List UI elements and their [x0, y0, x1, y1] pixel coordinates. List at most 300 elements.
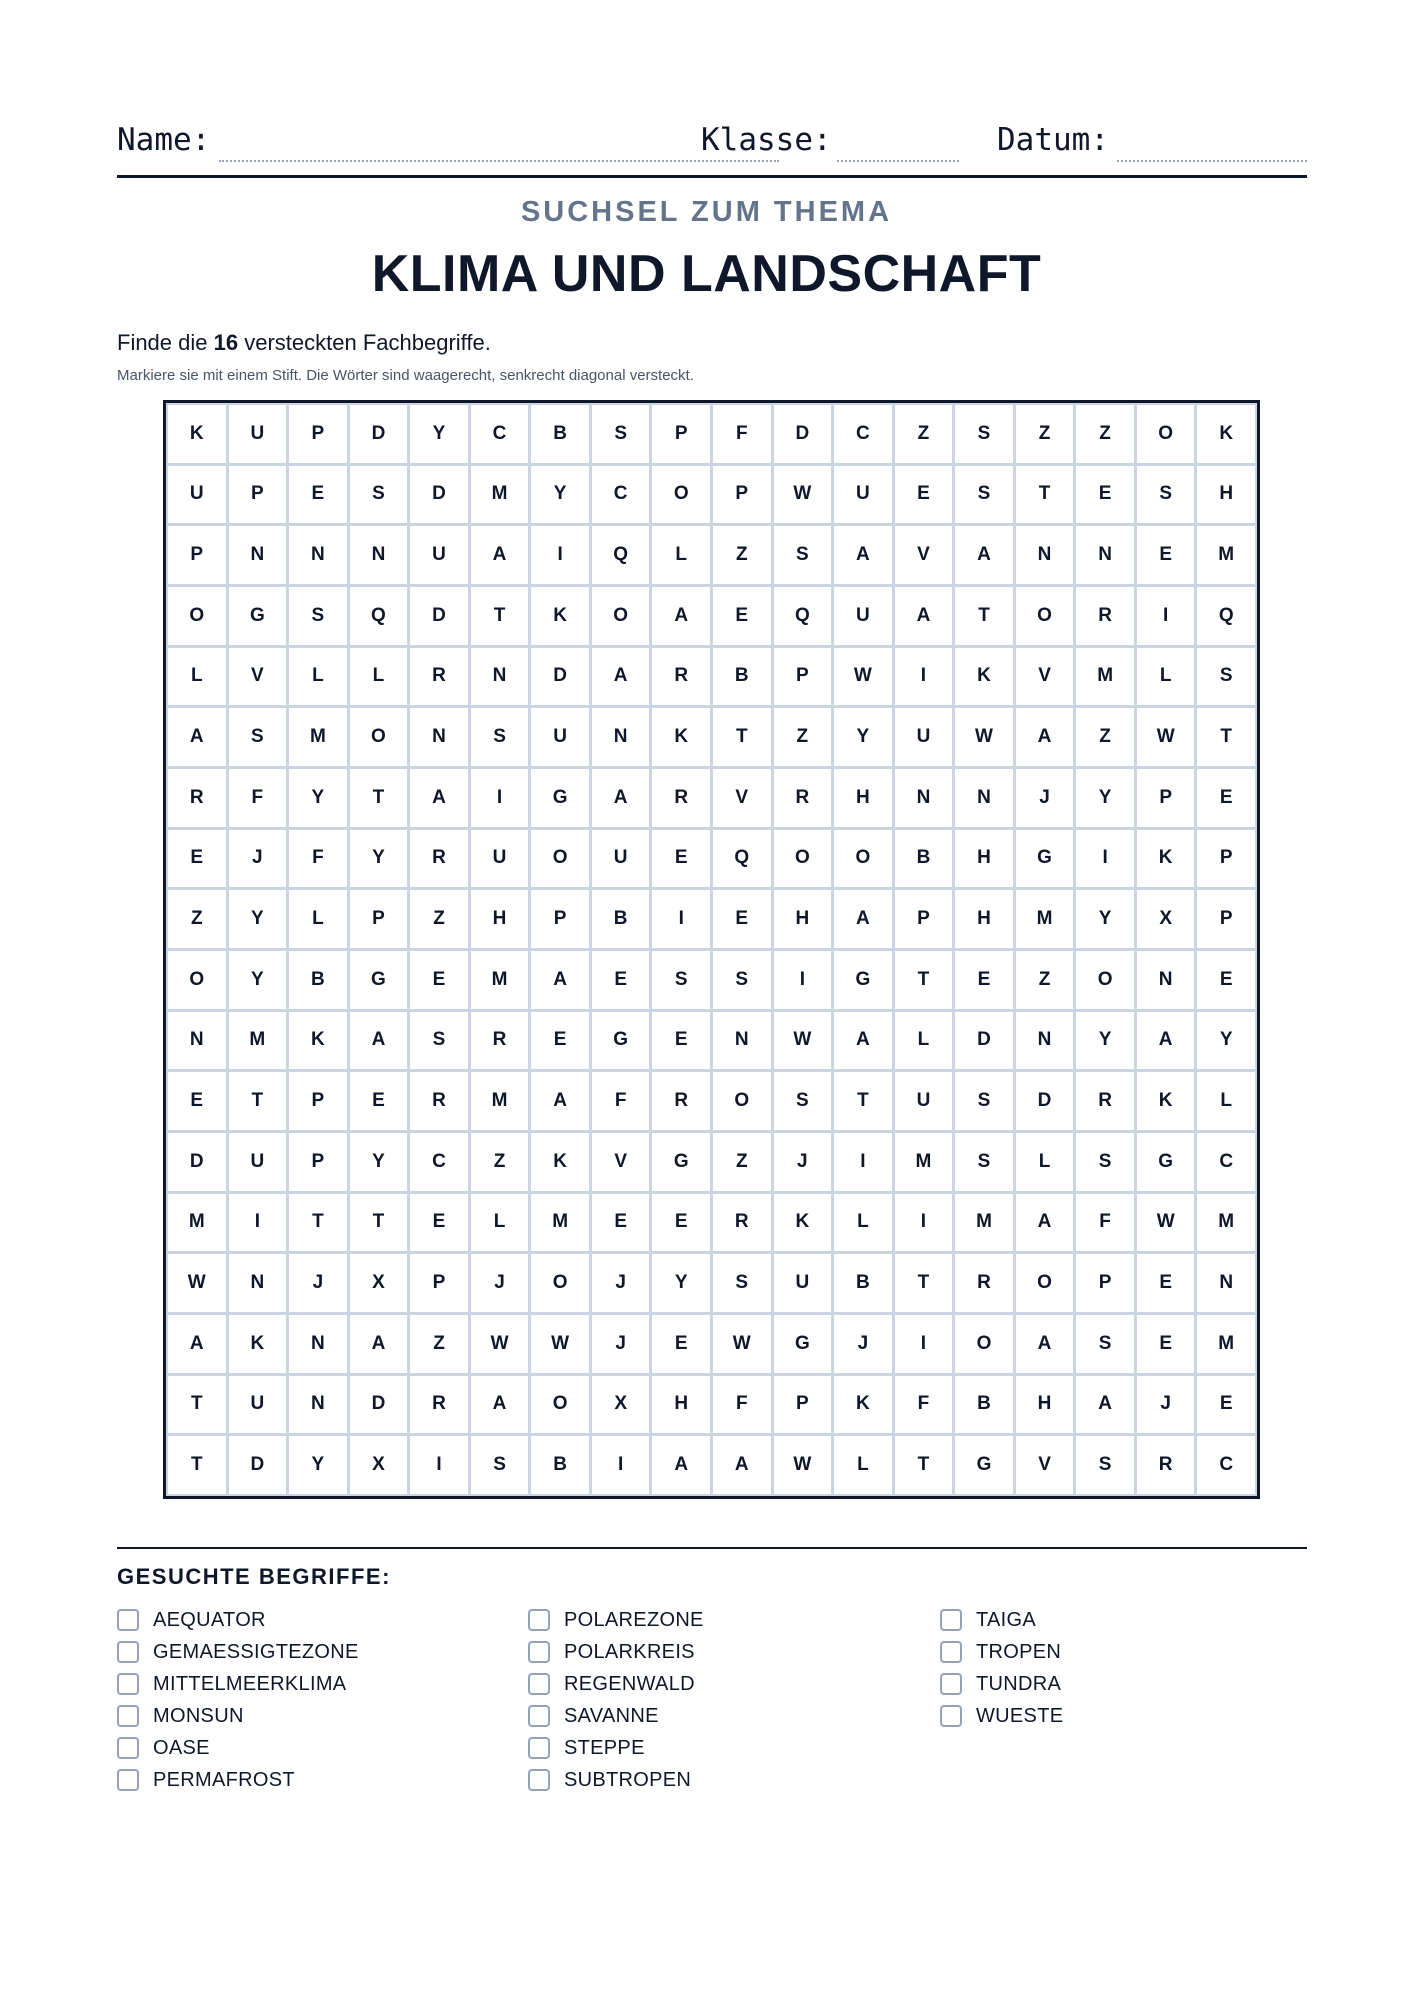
grid-cell[interactable]: H: [1016, 1376, 1074, 1434]
grid-cell[interactable]: F: [592, 1072, 650, 1130]
grid-cell[interactable]: I: [592, 1436, 650, 1494]
grid-cell[interactable]: E: [652, 1012, 710, 1070]
grid-cell[interactable]: M: [1197, 1194, 1255, 1252]
grid-cell[interactable]: E: [713, 587, 771, 645]
grid-cell[interactable]: U: [834, 587, 892, 645]
grid-cell[interactable]: W: [834, 648, 892, 706]
grid-cell[interactable]: B: [713, 648, 771, 706]
grid-cell[interactable]: I: [774, 951, 832, 1009]
grid-cell[interactable]: B: [289, 951, 347, 1009]
grid-cell[interactable]: O: [531, 1254, 589, 1312]
grid-cell[interactable]: T: [713, 708, 771, 766]
grid-cell[interactable]: A: [1137, 1012, 1195, 1070]
grid-cell[interactable]: D: [229, 1436, 287, 1494]
grid-cell[interactable]: S: [471, 708, 529, 766]
grid-cell[interactable]: S: [289, 587, 347, 645]
grid-cell[interactable]: E: [592, 951, 650, 1009]
grid-cell[interactable]: E: [592, 1194, 650, 1252]
grid-cell[interactable]: B: [531, 405, 589, 463]
grid-cell[interactable]: E: [410, 1194, 468, 1252]
grid-cell[interactable]: L: [1016, 1133, 1074, 1191]
name-field[interactable]: [219, 160, 779, 162]
grid-cell[interactable]: F: [289, 830, 347, 888]
word-checkbox[interactable]: [117, 1769, 139, 1791]
grid-cell[interactable]: D: [410, 466, 468, 524]
grid-cell[interactable]: S: [955, 1133, 1013, 1191]
grid-cell[interactable]: R: [955, 1254, 1013, 1312]
word-checkbox[interactable]: [117, 1609, 139, 1631]
grid-cell[interactable]: X: [350, 1436, 408, 1494]
grid-cell[interactable]: S: [774, 526, 832, 584]
word-item[interactable]: [117, 1732, 359, 1764]
grid-cell[interactable]: C: [1197, 1133, 1255, 1191]
grid-cell[interactable]: S: [350, 466, 408, 524]
grid-cell[interactable]: U: [895, 708, 953, 766]
grid-cell[interactable]: S: [410, 1012, 468, 1070]
grid-cell[interactable]: W: [713, 1315, 771, 1373]
grid-cell[interactable]: O: [531, 1376, 589, 1434]
grid-cell[interactable]: W: [471, 1315, 529, 1373]
grid-cell[interactable]: O: [713, 1072, 771, 1130]
grid-cell[interactable]: A: [350, 1012, 408, 1070]
word-item[interactable]: [528, 1700, 704, 1732]
grid-cell[interactable]: I: [895, 1315, 953, 1373]
word-checkbox[interactable]: [117, 1641, 139, 1663]
grid-cell[interactable]: K: [1137, 830, 1195, 888]
grid-cell[interactable]: Y: [229, 951, 287, 1009]
grid-cell[interactable]: O: [1137, 405, 1195, 463]
grid-cell[interactable]: W: [774, 1012, 832, 1070]
grid-cell[interactable]: Z: [774, 708, 832, 766]
grid-cell[interactable]: P: [774, 648, 832, 706]
grid-cell[interactable]: A: [592, 769, 650, 827]
grid-cell[interactable]: K: [168, 405, 226, 463]
grid-cell[interactable]: O: [1016, 1254, 1074, 1312]
grid-cell[interactable]: W: [1137, 1194, 1195, 1252]
grid-cell[interactable]: N: [471, 648, 529, 706]
grid-cell[interactable]: G: [1016, 830, 1074, 888]
grid-cell[interactable]: L: [289, 648, 347, 706]
grid-cell[interactable]: I: [652, 890, 710, 948]
grid-cell[interactable]: B: [834, 1254, 892, 1312]
word-item[interactable]: [940, 1604, 1063, 1636]
grid-cell[interactable]: A: [1016, 1315, 1074, 1373]
grid-cell[interactable]: O: [531, 830, 589, 888]
grid-cell[interactable]: A: [834, 526, 892, 584]
grid-cell[interactable]: G: [774, 1315, 832, 1373]
grid-cell[interactable]: R: [652, 769, 710, 827]
grid-cell[interactable]: A: [592, 648, 650, 706]
grid-cell[interactable]: C: [1197, 1436, 1255, 1494]
word-checkbox[interactable]: [940, 1705, 962, 1727]
grid-cell[interactable]: L: [895, 1012, 953, 1070]
grid-cell[interactable]: C: [471, 405, 529, 463]
grid-cell[interactable]: E: [531, 1012, 589, 1070]
grid-cell[interactable]: N: [1197, 1254, 1255, 1312]
grid-cell[interactable]: J: [471, 1254, 529, 1312]
grid-cell[interactable]: C: [834, 405, 892, 463]
grid-cell[interactable]: A: [471, 1376, 529, 1434]
grid-cell[interactable]: L: [834, 1194, 892, 1252]
word-item[interactable]: [940, 1636, 1063, 1668]
grid-cell[interactable]: Y: [229, 890, 287, 948]
grid-cell[interactable]: Y: [410, 405, 468, 463]
grid-cell[interactable]: S: [1137, 466, 1195, 524]
grid-cell[interactable]: N: [350, 526, 408, 584]
grid-cell[interactable]: Y: [531, 466, 589, 524]
grid-cell[interactable]: U: [229, 1376, 287, 1434]
grid-cell[interactable]: I: [895, 1194, 953, 1252]
grid-cell[interactable]: D: [168, 1133, 226, 1191]
grid-cell[interactable]: T: [350, 769, 408, 827]
grid-cell[interactable]: I: [1076, 830, 1134, 888]
grid-cell[interactable]: S: [471, 1436, 529, 1494]
grid-cell[interactable]: O: [592, 587, 650, 645]
grid-cell[interactable]: N: [592, 708, 650, 766]
grid-cell[interactable]: N: [1076, 526, 1134, 584]
grid-cell[interactable]: P: [229, 466, 287, 524]
grid-cell[interactable]: R: [410, 1376, 468, 1434]
grid-cell[interactable]: P: [289, 405, 347, 463]
grid-cell[interactable]: Y: [1076, 769, 1134, 827]
grid-cell[interactable]: R: [1137, 1436, 1195, 1494]
grid-cell[interactable]: L: [168, 648, 226, 706]
grid-cell[interactable]: N: [713, 1012, 771, 1070]
grid-cell[interactable]: A: [1076, 1376, 1134, 1434]
word-checkbox[interactable]: [528, 1737, 550, 1759]
grid-cell[interactable]: V: [592, 1133, 650, 1191]
grid-cell[interactable]: M: [955, 1194, 1013, 1252]
grid-cell[interactable]: P: [289, 1072, 347, 1130]
word-item[interactable]: [528, 1732, 704, 1764]
grid-cell[interactable]: Q: [592, 526, 650, 584]
grid-cell[interactable]: A: [471, 526, 529, 584]
grid-cell[interactable]: E: [1197, 951, 1255, 1009]
grid-cell[interactable]: E: [350, 1072, 408, 1130]
grid-cell[interactable]: Y: [834, 708, 892, 766]
grid-cell[interactable]: T: [834, 1072, 892, 1130]
grid-cell[interactable]: Z: [713, 1133, 771, 1191]
word-item[interactable]: [940, 1700, 1063, 1732]
grid-cell[interactable]: S: [955, 1072, 1013, 1130]
grid-cell[interactable]: H: [955, 890, 1013, 948]
grid-cell[interactable]: Q: [1197, 587, 1255, 645]
grid-cell[interactable]: A: [834, 890, 892, 948]
grid-cell[interactable]: M: [289, 708, 347, 766]
word-checkbox[interactable]: [528, 1673, 550, 1695]
grid-cell[interactable]: S: [592, 405, 650, 463]
grid-cell[interactable]: S: [1076, 1133, 1134, 1191]
grid-cell[interactable]: A: [652, 587, 710, 645]
grid-cell[interactable]: E: [713, 890, 771, 948]
grid-cell[interactable]: Y: [289, 1436, 347, 1494]
grid-cell[interactable]: O: [652, 466, 710, 524]
grid-cell[interactable]: R: [471, 1012, 529, 1070]
word-item[interactable]: [528, 1764, 704, 1796]
grid-cell[interactable]: R: [168, 769, 226, 827]
grid-cell[interactable]: W: [774, 466, 832, 524]
grid-cell[interactable]: G: [834, 951, 892, 1009]
grid-cell[interactable]: R: [410, 648, 468, 706]
grid-cell[interactable]: M: [471, 951, 529, 1009]
grid-cell[interactable]: J: [289, 1254, 347, 1312]
grid-cell[interactable]: F: [713, 405, 771, 463]
grid-cell[interactable]: R: [713, 1194, 771, 1252]
grid-cell[interactable]: T: [289, 1194, 347, 1252]
grid-cell[interactable]: I: [471, 769, 529, 827]
grid-cell[interactable]: P: [774, 1376, 832, 1434]
word-item[interactable]: [528, 1604, 704, 1636]
grid-cell[interactable]: I: [410, 1436, 468, 1494]
grid-cell[interactable]: M: [471, 1072, 529, 1130]
grid-cell[interactable]: R: [1076, 587, 1134, 645]
grid-cell[interactable]: P: [168, 526, 226, 584]
grid-cell[interactable]: U: [229, 1133, 287, 1191]
grid-cell[interactable]: N: [410, 708, 468, 766]
grid-cell[interactable]: I: [834, 1133, 892, 1191]
grid-cell[interactable]: Q: [713, 830, 771, 888]
grid-cell[interactable]: T: [350, 1194, 408, 1252]
grid-cell[interactable]: U: [531, 708, 589, 766]
grid-cell[interactable]: C: [592, 466, 650, 524]
grid-cell[interactable]: P: [410, 1254, 468, 1312]
grid-cell[interactable]: T: [895, 1436, 953, 1494]
word-item[interactable]: [528, 1636, 704, 1668]
grid-cell[interactable]: E: [168, 1072, 226, 1130]
grid-cell[interactable]: H: [471, 890, 529, 948]
grid-cell[interactable]: R: [410, 1072, 468, 1130]
grid-cell[interactable]: F: [229, 769, 287, 827]
grid-cell[interactable]: A: [410, 769, 468, 827]
word-item[interactable]: [117, 1700, 359, 1732]
grid-cell[interactable]: D: [410, 587, 468, 645]
grid-cell[interactable]: S: [1197, 648, 1255, 706]
grid-cell[interactable]: J: [592, 1315, 650, 1373]
grid-cell[interactable]: J: [1137, 1376, 1195, 1434]
grid-cell[interactable]: M: [895, 1133, 953, 1191]
word-checkbox[interactable]: [528, 1609, 550, 1631]
grid-cell[interactable]: K: [229, 1315, 287, 1373]
grid-cell[interactable]: M: [471, 466, 529, 524]
grid-cell[interactable]: K: [834, 1376, 892, 1434]
grid-cell[interactable]: T: [168, 1436, 226, 1494]
grid-cell[interactable]: L: [289, 890, 347, 948]
grid-cell[interactable]: W: [168, 1254, 226, 1312]
grid-cell[interactable]: P: [713, 466, 771, 524]
grid-cell[interactable]: F: [895, 1376, 953, 1434]
grid-cell[interactable]: P: [1197, 890, 1255, 948]
grid-cell[interactable]: F: [1076, 1194, 1134, 1252]
grid-cell[interactable]: P: [1137, 769, 1195, 827]
grid-cell[interactable]: E: [1137, 526, 1195, 584]
grid-cell[interactable]: P: [1197, 830, 1255, 888]
grid-cell[interactable]: Q: [350, 587, 408, 645]
grid-cell[interactable]: A: [531, 951, 589, 1009]
grid-cell[interactable]: D: [774, 405, 832, 463]
grid-cell[interactable]: X: [350, 1254, 408, 1312]
grid-cell[interactable]: Z: [410, 1315, 468, 1373]
grid-cell[interactable]: N: [895, 769, 953, 827]
grid-cell[interactable]: N: [955, 769, 1013, 827]
grid-cell[interactable]: N: [229, 1254, 287, 1312]
grid-cell[interactable]: Z: [1016, 405, 1074, 463]
word-item[interactable]: [117, 1764, 359, 1796]
grid-cell[interactable]: X: [592, 1376, 650, 1434]
word-item[interactable]: [117, 1636, 359, 1668]
grid-cell[interactable]: A: [895, 587, 953, 645]
word-checkbox[interactable]: [940, 1641, 962, 1663]
grid-cell[interactable]: S: [1076, 1436, 1134, 1494]
grid-cell[interactable]: I: [1137, 587, 1195, 645]
grid-cell[interactable]: M: [1076, 648, 1134, 706]
grid-cell[interactable]: U: [168, 466, 226, 524]
grid-cell[interactable]: G: [1137, 1133, 1195, 1191]
grid-cell[interactable]: A: [531, 1072, 589, 1130]
grid-cell[interactable]: A: [652, 1436, 710, 1494]
grid-cell[interactable]: A: [1016, 1194, 1074, 1252]
grid-cell[interactable]: M: [229, 1012, 287, 1070]
grid-cell[interactable]: Z: [1076, 405, 1134, 463]
grid-cell[interactable]: R: [774, 769, 832, 827]
grid-cell[interactable]: U: [895, 1072, 953, 1130]
grid-cell[interactable]: S: [713, 951, 771, 1009]
word-checkbox[interactable]: [117, 1705, 139, 1727]
grid-cell[interactable]: I: [229, 1194, 287, 1252]
grid-cell[interactable]: E: [410, 951, 468, 1009]
grid-cell[interactable]: P: [652, 405, 710, 463]
grid-cell[interactable]: M: [1016, 890, 1074, 948]
grid-cell[interactable]: S: [774, 1072, 832, 1130]
grid-cell[interactable]: A: [168, 1315, 226, 1373]
grid-cell[interactable]: C: [410, 1133, 468, 1191]
grid-cell[interactable]: H: [955, 830, 1013, 888]
grid-cell[interactable]: O: [1076, 951, 1134, 1009]
grid-cell[interactable]: N: [1137, 951, 1195, 1009]
grid-cell[interactable]: J: [229, 830, 287, 888]
word-checkbox[interactable]: [940, 1609, 962, 1631]
grid-cell[interactable]: U: [410, 526, 468, 584]
grid-cell[interactable]: Z: [410, 890, 468, 948]
grid-cell[interactable]: L: [350, 648, 408, 706]
word-checkbox[interactable]: [117, 1737, 139, 1759]
grid-cell[interactable]: O: [955, 1315, 1013, 1373]
grid-cell[interactable]: J: [834, 1315, 892, 1373]
grid-cell[interactable]: K: [531, 1133, 589, 1191]
grid-cell[interactable]: E: [1137, 1254, 1195, 1312]
grid-cell[interactable]: H: [652, 1376, 710, 1434]
grid-cell[interactable]: K: [531, 587, 589, 645]
grid-cell[interactable]: V: [895, 526, 953, 584]
grid-cell[interactable]: K: [1137, 1072, 1195, 1130]
grid-cell[interactable]: Q: [774, 587, 832, 645]
grid-cell[interactable]: B: [592, 890, 650, 948]
grid-cell[interactable]: E: [652, 830, 710, 888]
grid-cell[interactable]: H: [834, 769, 892, 827]
grid-cell[interactable]: R: [410, 830, 468, 888]
grid-cell[interactable]: X: [1137, 890, 1195, 948]
grid-cell[interactable]: B: [955, 1376, 1013, 1434]
word-checkbox[interactable]: [940, 1673, 962, 1695]
grid-cell[interactable]: A: [1016, 708, 1074, 766]
grid-cell[interactable]: K: [774, 1194, 832, 1252]
grid-cell[interactable]: V: [229, 648, 287, 706]
grid-cell[interactable]: R: [652, 648, 710, 706]
grid-cell[interactable]: T: [895, 1254, 953, 1312]
grid-cell[interactable]: L: [1197, 1072, 1255, 1130]
grid-cell[interactable]: T: [168, 1376, 226, 1434]
word-item[interactable]: [528, 1668, 704, 1700]
word-checkbox[interactable]: [117, 1673, 139, 1695]
grid-cell[interactable]: P: [350, 890, 408, 948]
grid-cell[interactable]: O: [168, 951, 226, 1009]
grid-cell[interactable]: O: [168, 587, 226, 645]
grid-cell[interactable]: P: [531, 890, 589, 948]
grid-cell[interactable]: V: [1016, 1436, 1074, 1494]
grid-cell[interactable]: K: [1197, 405, 1255, 463]
grid-cell[interactable]: J: [1016, 769, 1074, 827]
grid-cell[interactable]: Y: [1076, 1012, 1134, 1070]
grid-cell[interactable]: I: [531, 526, 589, 584]
grid-cell[interactable]: Y: [1076, 890, 1134, 948]
grid-cell[interactable]: N: [289, 1315, 347, 1373]
grid-cell[interactable]: E: [652, 1315, 710, 1373]
grid-cell[interactable]: K: [652, 708, 710, 766]
grid-cell[interactable]: Y: [652, 1254, 710, 1312]
grid-cell[interactable]: G: [652, 1133, 710, 1191]
grid-cell[interactable]: V: [713, 769, 771, 827]
grid-cell[interactable]: O: [1016, 587, 1074, 645]
grid-cell[interactable]: U: [834, 466, 892, 524]
grid-cell[interactable]: A: [955, 526, 1013, 584]
grid-cell[interactable]: B: [895, 830, 953, 888]
grid-cell[interactable]: T: [895, 951, 953, 1009]
grid-cell[interactable]: Y: [289, 769, 347, 827]
grid-cell[interactable]: Z: [1076, 708, 1134, 766]
word-item[interactable]: [117, 1604, 359, 1636]
grid-cell[interactable]: O: [774, 830, 832, 888]
grid-cell[interactable]: H: [1197, 466, 1255, 524]
grid-cell[interactable]: Y: [1197, 1012, 1255, 1070]
grid-cell[interactable]: S: [652, 951, 710, 1009]
grid-cell[interactable]: D: [1016, 1072, 1074, 1130]
grid-cell[interactable]: U: [592, 830, 650, 888]
grid-cell[interactable]: T: [955, 587, 1013, 645]
grid-cell[interactable]: T: [229, 1072, 287, 1130]
grid-cell[interactable]: A: [713, 1436, 771, 1494]
grid-cell[interactable]: O: [350, 708, 408, 766]
grid-cell[interactable]: V: [1016, 648, 1074, 706]
grid-cell[interactable]: S: [955, 466, 1013, 524]
grid-cell[interactable]: L: [834, 1436, 892, 1494]
grid-cell[interactable]: R: [1076, 1072, 1134, 1130]
grid-cell[interactable]: N: [1016, 526, 1074, 584]
grid-cell[interactable]: F: [713, 1376, 771, 1434]
grid-cell[interactable]: T: [1197, 708, 1255, 766]
grid-cell[interactable]: K: [955, 648, 1013, 706]
grid-cell[interactable]: T: [1016, 466, 1074, 524]
grid-cell[interactable]: Z: [1016, 951, 1074, 1009]
grid-cell[interactable]: R: [652, 1072, 710, 1130]
grid-cell[interactable]: E: [652, 1194, 710, 1252]
grid-cell[interactable]: D: [531, 648, 589, 706]
grid-cell[interactable]: G: [592, 1012, 650, 1070]
grid-cell[interactable]: J: [774, 1133, 832, 1191]
grid-cell[interactable]: E: [895, 466, 953, 524]
grid-cell[interactable]: J: [592, 1254, 650, 1312]
grid-cell[interactable]: P: [895, 890, 953, 948]
word-checkbox[interactable]: [528, 1641, 550, 1663]
grid-cell[interactable]: P: [1076, 1254, 1134, 1312]
